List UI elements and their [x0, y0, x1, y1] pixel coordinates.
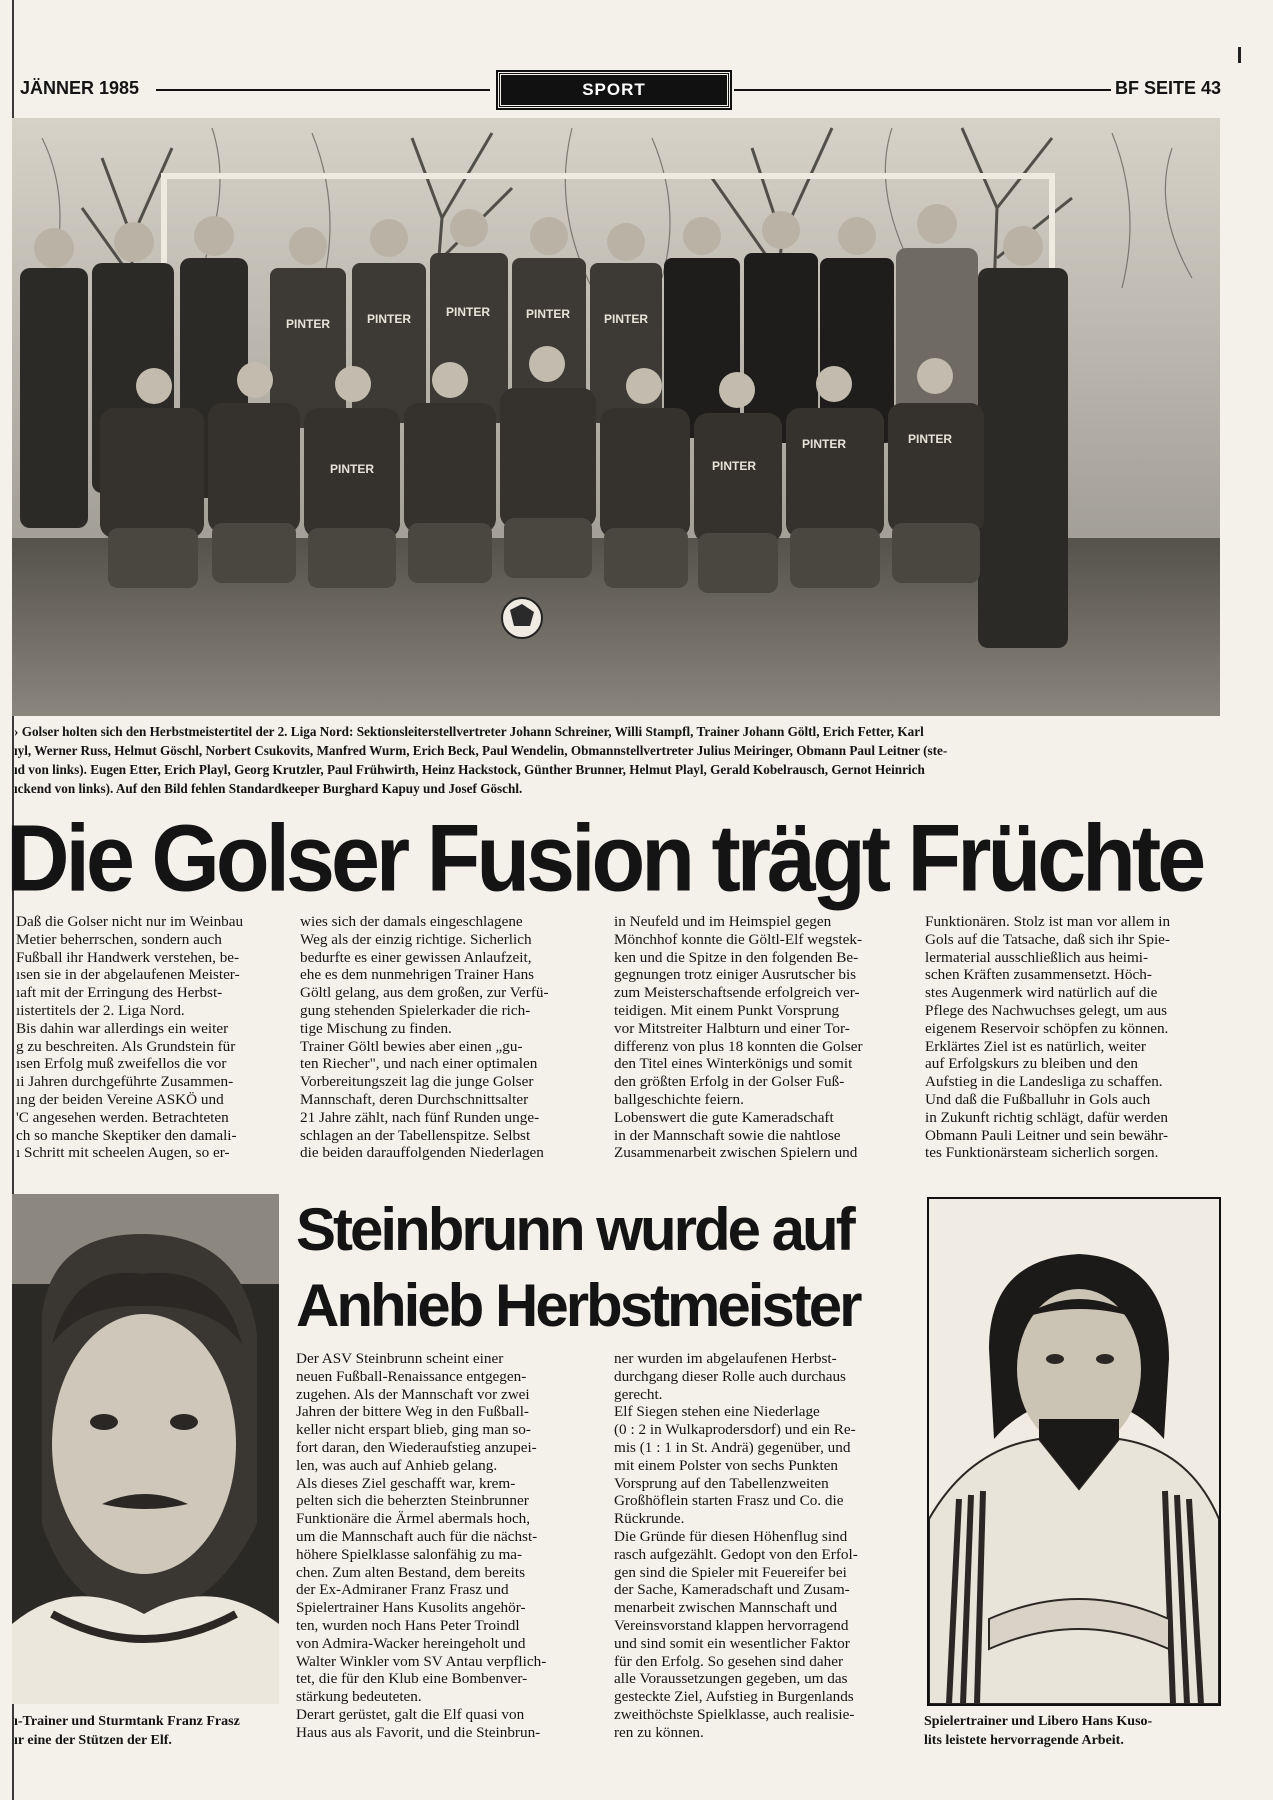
- caption-line: ıyl, Werner Russ, Helmut Göschl, Norbert Csukovits, Manfred Wurm, Erich Beck, Paul Wendelin, Obmannstellvertreter Julius Meiringer, Obmann Paul Leitner (ste-: [14, 743, 948, 758]
- text-line: Pflege des Nachwuchses gelegt, um aus: [925, 1001, 1168, 1019]
- headline-golser: Die Golser Fusion trägt Früchte: [6, 804, 1203, 912]
- text-line: teidigen. Mit einem Punkt Vorsprung: [614, 1001, 840, 1019]
- text-line: ren zu können.: [614, 1723, 704, 1741]
- text-line: in Neufeld und im Heimspiel gegen: [614, 913, 832, 930]
- text-line: gung stehenden Spielerkader die rich-: [300, 1001, 531, 1019]
- text-line: ch so manche Skeptiker den damali-: [16, 1126, 237, 1144]
- text-line: vor Mitstreiter Halbturn und einer Tor-: [614, 1019, 850, 1037]
- caption-line: › Golser holten sich den Herbstmeistertitel der 2. Liga Nord: Sektionsleiterstellvertreter Johann Schreiner, Willi Stampfl, Trainer Johann Göltl, Erich Fetter, Karl: [14, 724, 924, 739]
- text-line: Elf Siegen stehen eine Niederlage: [614, 1403, 820, 1421]
- text-line: ıaft mit der Erringung des Herbst-: [16, 984, 223, 1002]
- text-line: Gols auf die Tatsache, daß sich ihr Spie-: [925, 930, 1170, 948]
- text-line: fort daran, den Wiederaufstieg anzupei-: [296, 1438, 537, 1456]
- text-line: lermaterial ausschließlich aus heimi-: [925, 948, 1149, 966]
- caption-line: ıckend von links). Auf den Bild fehlen Standardkeeper Burghard Kapuy und Josef Göschl.: [14, 781, 523, 796]
- text-line: menarbeit zwischen Mannschaft und: [614, 1599, 838, 1617]
- left-photo-caption: [14, 1712, 284, 1750]
- text-line: Haus aus als Favorit, und die Steinbrun-: [296, 1723, 541, 1741]
- issue-date: JÄNNER 1985: [20, 78, 140, 98]
- text-line: bedurfte es einer gewissen Anlaufzeit,: [300, 948, 532, 966]
- text-line: ısen sie in der abgelaufenen Meister-: [16, 966, 240, 984]
- article1-column-1: [16, 913, 288, 1162]
- text-line: Mannschaft, deren Durchschnittsalter: [300, 1090, 529, 1108]
- text-line: gegnungen trotz einiger Ausrutscher bis: [614, 966, 857, 984]
- text-line: auf Erfolgskurs zu bleiben und den: [925, 1055, 1138, 1073]
- header-rule-right: [734, 89, 1111, 91]
- text-line: chen. Zum alten Bestand, dem bereits: [296, 1563, 526, 1581]
- text-line: ıi Jahren durchgeführte Zusammen-: [16, 1073, 234, 1091]
- text-line: rasch aufgezählt. Gedopt von den Erfol-: [614, 1545, 858, 1563]
- text-line: ner wurden im abgelaufenen Herbst-: [614, 1350, 837, 1367]
- text-line: Trainer Göltl bewies aber einen „gu-: [300, 1037, 523, 1055]
- text-line: Großhöflein starten Frasz und Co. die: [614, 1492, 844, 1510]
- text-line: für den Erfolg. So gesehen sind daher: [614, 1652, 844, 1670]
- article1-column-4: [925, 913, 1225, 1162]
- caption-line: Spielertrainer und Libero Hans Kuso-: [924, 1714, 1153, 1729]
- text-line: um die Mannschaft auch für die nächst-: [296, 1527, 538, 1545]
- text-line: Weg als der einzig richtige. Sicherlich: [300, 930, 532, 948]
- text-line: Walter Winkler vom SV Antau verpflich-: [296, 1652, 547, 1670]
- headline-steinbrunn: [296, 1192, 896, 1344]
- text-line: alle Voraussetzungen gegeben, um das: [614, 1670, 848, 1688]
- text-line: Metier beherrschen, sondern auch: [16, 930, 222, 948]
- text-line: differenz von plus 18 konnten die Golser: [614, 1037, 863, 1055]
- headline-line: Steinbrunn wurde auf: [296, 1196, 853, 1263]
- caption-line: ı-Trainer und Sturmtank Franz Frasz: [14, 1714, 240, 1729]
- text-line: durchgang dieser Rolle auch durchaus: [614, 1367, 846, 1385]
- text-line: in der Mannschaft sowie die nahtlose: [614, 1126, 841, 1144]
- jersey-text: PINTER: [330, 462, 375, 476]
- text-line: zum Meisterschaftsende erfolgreich ver-: [614, 984, 860, 1002]
- text-line: stärkung bedeuteten.: [296, 1688, 422, 1706]
- caption-line: ıd von links). Eugen Etter, Erich Playl, Georg Krutzler, Paul Frühwirth, Heinz Hackstock, Günther Brunner, Helmut Playl, Gerald Kobelrausch, Gernot Heinrich: [14, 762, 925, 777]
- portrait-franz-frasz: [12, 1194, 279, 1704]
- text-line: höhere Spielklasse salonfähig zu ma-: [296, 1545, 523, 1563]
- text-line: mis (1 : 1 in St. Andrä) gegenüber, und: [614, 1438, 851, 1456]
- text-line: schen Kräften zusammensetzt. Höch-: [925, 966, 1152, 984]
- text-line: 'C angesehen werden. Betrachteten: [16, 1108, 229, 1126]
- text-line: in Zukunft richtig schlägt, dafür werden: [925, 1108, 1168, 1126]
- text-line: ten Riecher", und nach einer optimalen: [300, 1055, 538, 1073]
- text-line: tes Funktionärsteam sicherlich sorgen.: [925, 1144, 1159, 1162]
- text-line: Vorbereitungszeit lag die junge Golser: [300, 1073, 534, 1091]
- text-line: Daß die Golser nicht nur im Weinbau: [16, 913, 244, 930]
- text-line: Mönchhof konnte die Göltl-Elf wegstek-: [614, 930, 863, 948]
- text-line: ken und die Spitze in den folgenden Be-: [614, 948, 859, 966]
- text-line: Funktionäre die Ärmel abermals hoch,: [296, 1510, 531, 1528]
- text-line: Als dieses Ziel geschafft war, krem-: [296, 1474, 516, 1492]
- text-line: wies sich der damals eingeschlagene: [300, 913, 523, 930]
- headline-line: Anhieb Herbstmeister: [296, 1272, 860, 1339]
- text-line: die beiden darauffolgenden Niederlagen: [300, 1144, 544, 1162]
- text-line: len, was auch auf Anhieb gelang.: [296, 1456, 498, 1474]
- text-line: eigenem Reservoir schöpfen zu können.: [925, 1019, 1169, 1037]
- text-line: Göltl gelang, aus dem großen, zur Verfü-: [300, 984, 549, 1002]
- text-line: ıng der beiden Vereine ASKÖ und: [16, 1090, 224, 1108]
- text-line: ısen Erfolg muß zweifellos die vor: [16, 1055, 227, 1073]
- text-line: den Titel eines Winterkönigs und somit: [614, 1055, 853, 1073]
- page-number: BF SEITE 43: [1114, 78, 1221, 98]
- text-line: stes Augenmerk wird natürlich auf die: [925, 984, 1158, 1002]
- text-line: neuen Fußball-Renaissance entgegen-: [296, 1367, 527, 1385]
- text-line: Vereinsvorstand klappen hervorragend: [614, 1616, 849, 1634]
- text-line: Erklärtes Ziel ist es natürlich, weiter: [925, 1037, 1146, 1055]
- portrait-hans-kusolits: [927, 1197, 1221, 1706]
- article2-column-1: [296, 1350, 596, 1742]
- page-header: [18, 76, 1223, 106]
- jersey-text: PINTER: [712, 459, 757, 473]
- jersey-text: PINTER: [604, 312, 649, 326]
- text-line: mit einem Polster von sechs Punkten: [614, 1456, 838, 1474]
- text-line: keller nicht erspart blieb, ging man so-: [296, 1421, 531, 1439]
- text-line: gerecht.: [614, 1385, 663, 1403]
- jersey-text: PINTER: [286, 317, 331, 331]
- caption-line: ır eine der Stützen der Elf.: [14, 1733, 172, 1748]
- article1-column-3: [614, 913, 914, 1162]
- text-line: Vorsprung auf den Tabellenzweiten: [614, 1474, 829, 1492]
- text-line: tet, die für den Klub eine Bombenver-: [296, 1670, 528, 1688]
- text-line: gen sind die Spieler mit Feuereifer bei: [614, 1563, 847, 1581]
- jersey-text: PINTER: [908, 432, 953, 446]
- header-rule-left: [156, 89, 490, 91]
- text-line: Jahren der bittere Weg in den Fußball-: [296, 1403, 529, 1421]
- text-line: von Admira-Wacker hereingeholt und: [296, 1634, 526, 1652]
- text-line: Der ASV Steinbrunn scheint einer: [296, 1350, 504, 1367]
- text-line: ıistertitels der 2. Liga Nord.: [16, 1001, 185, 1019]
- text-line: der Ex-Admiraner Franz Frasz und: [296, 1581, 509, 1599]
- text-line: ı Schritt mit scheelen Augen, so er-: [16, 1144, 230, 1162]
- team-photo: [12, 118, 1220, 716]
- text-line: den größten Erfolg in der Golser Fuß-: [614, 1073, 845, 1091]
- text-line: zugehen. Als der Mannschaft vor zwei: [296, 1385, 530, 1403]
- text-line: schlagen an der Tabellenspitze. Selbst: [300, 1126, 531, 1144]
- text-line: Rückrunde.: [614, 1510, 685, 1528]
- page-edge-mark: [1238, 47, 1241, 63]
- text-line: pelten sich die beherzten Steinbrunner: [296, 1492, 529, 1510]
- text-line: g zu beschreiten. Als Grundstein für: [16, 1037, 236, 1055]
- text-line: tige Mischung zu finden.: [300, 1019, 452, 1037]
- text-line: Zusammenarbeit zwischen Spielern und: [614, 1144, 858, 1162]
- text-line: Derart gerüstet, galt die Elf quasi von: [296, 1705, 525, 1723]
- text-line: gesteckte Ziel, Aufstieg in Burgenlands: [614, 1688, 854, 1706]
- text-line: 21 Jahre zählt, nach fünf Runden unge-: [300, 1108, 540, 1126]
- jersey-text: PINTER: [446, 305, 491, 319]
- text-line: (0 : 2 in Wulkaprodersdorf) und ein Re-: [614, 1421, 856, 1439]
- jersey-text: PINTER: [367, 312, 412, 326]
- text-line: Spielertrainer Hans Kusolits angehör-: [296, 1599, 526, 1617]
- text-line: Die Gründe für diesen Höhenflug sind: [614, 1527, 848, 1545]
- text-line: zweithöchste Spielklasse, auch realisie-: [614, 1705, 855, 1723]
- team-photo-caption: [14, 722, 1224, 798]
- right-photo-caption: [924, 1712, 1224, 1750]
- text-line: Funktionären. Stolz ist man vor allem in: [925, 913, 1171, 930]
- text-line: und sind somit ein wesentlicher Faktor: [614, 1634, 850, 1652]
- text-line: Fußball ihr Handwerk verstehen, be-: [16, 948, 240, 966]
- article2-column-2: [614, 1350, 914, 1742]
- text-line: Bis dahin war allerdings ein weiter: [16, 1019, 229, 1037]
- section-label: SPORT: [498, 72, 730, 108]
- text-line: ten, wurden noch Hans Peter Troindl: [296, 1616, 520, 1634]
- text-line: ehe es dem nunmehrigen Trainer Hans: [300, 966, 535, 984]
- text-line: Und daß die Fußballuhr in Gols auch: [925, 1090, 1151, 1108]
- jersey-text: PINTER: [802, 437, 847, 451]
- article1-column-2: [300, 913, 600, 1162]
- jersey-text: PINTER: [526, 307, 571, 321]
- text-line: Lobenswert die gute Kameradschaft: [614, 1108, 834, 1126]
- text-line: der Sache, Kameradschaft und Zusam-: [614, 1581, 850, 1599]
- text-line: Obmann Pauli Leitner und sein bewähr-: [925, 1126, 1169, 1144]
- text-line: Aufstieg in die Landesliga zu schaffen.: [925, 1073, 1163, 1091]
- caption-line: lits leistete hervorragende Arbeit.: [924, 1733, 1124, 1748]
- text-line: ballgeschichte feiern.: [614, 1090, 744, 1108]
